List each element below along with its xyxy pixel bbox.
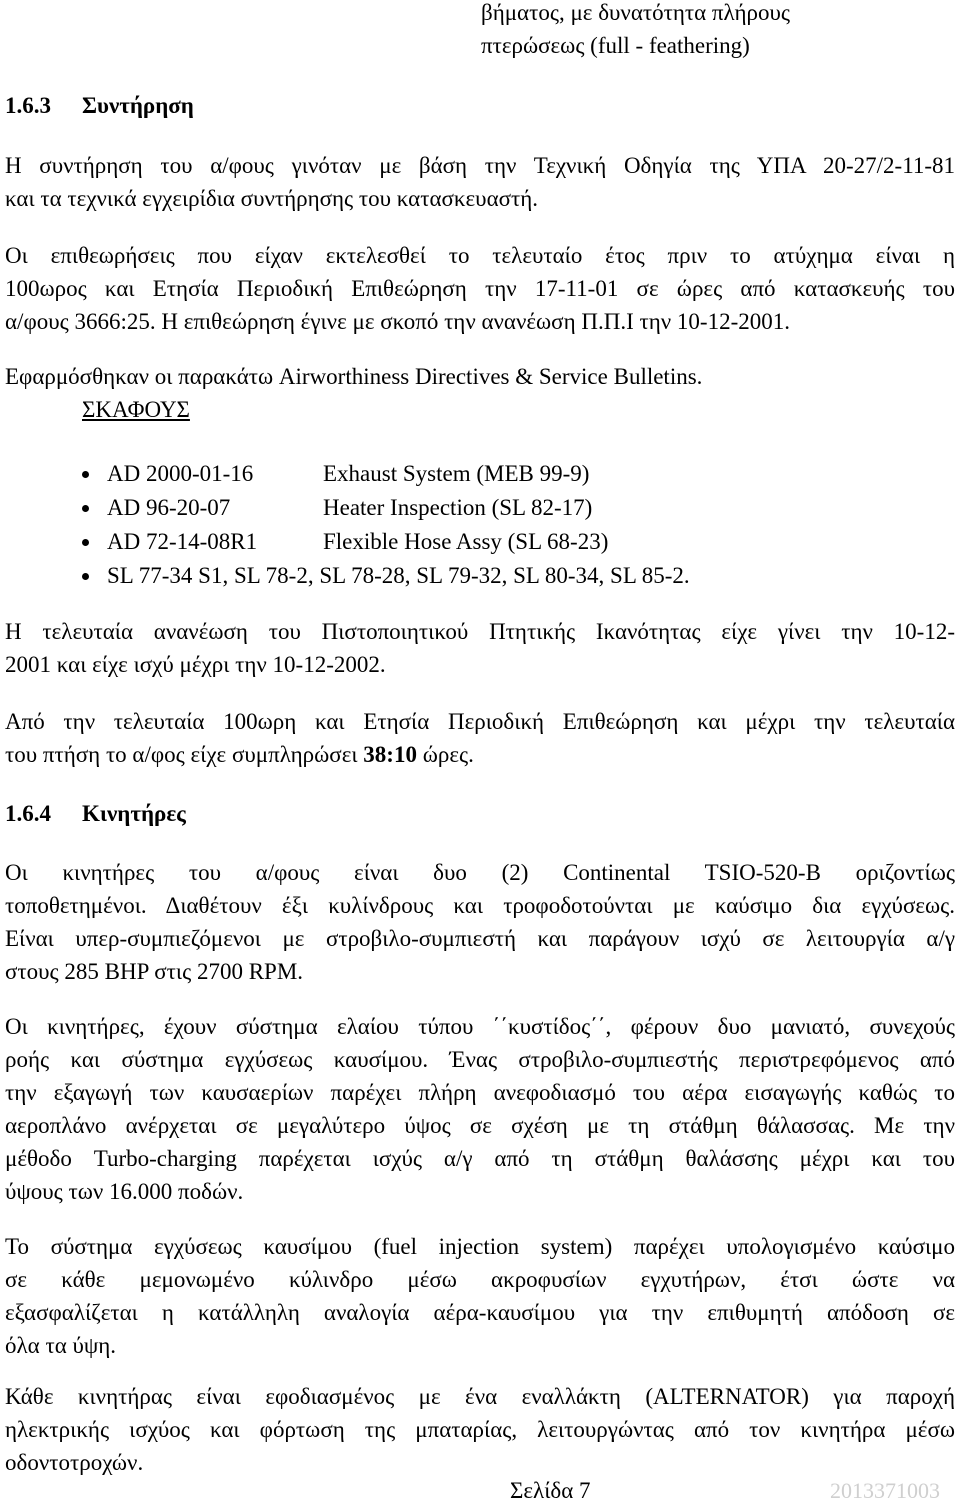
bullet-icon [82,505,89,512]
paragraph-line: ύψους των 16.000 ποδών. [5,1179,244,1204]
paragraph-line: οδοντοτροχών. [5,1450,144,1475]
paragraph-engines [5,856,955,988]
paragraph-hours [5,705,955,771]
paragraph-applied-directives [5,360,955,393]
paragraph-fuel-injection [5,1230,955,1362]
paragraph-line: μέθοδο Turbo-charging παρέχεται ισχύς α/γ από τη στάθμη θαλάσσης μέχρι και του [5,1146,955,1171]
paragraph-line: στους 285 BHP στις 2700 RPM. [5,959,304,984]
directive-description: Heater Inspection (SL 82-17) [323,495,593,520]
paragraph-line: και τα τεχνικά εγχειρίδια συντήρησης του κατασκευαστή. [5,186,539,211]
directive-code: AD 96-20-07 [107,495,231,520]
service-letters: SL 77-34 S1, SL 78-2, SL 78-28, SL 79-32, SL 80-34, SL 85-2. [107,563,690,588]
top-fragment-line-2: πτερώσεως (full - feathering) [481,33,750,58]
bullet-icon [82,539,89,546]
directive-code: AD 2000-01-16 [107,461,254,486]
paragraph-line: σε κάθε μεμονωμένο κύλινδρο μέσω ακροφυσίων εγχυτήρων, έτσι ώστε να [5,1267,955,1292]
section-number: 1.6.3 [5,93,51,118]
paragraph-line: Οι κινητήρες του α/φους είναι δυο (2) Continental TSIO-520-B οριζοντίως [5,860,955,885]
hull-label: ΣΚΑΦΟΥΣ [82,397,190,422]
paragraph-oil-system [5,1010,955,1208]
section-title: Κινητήρες [82,801,186,826]
applied-directives-line: Εφαρμόσθηκαν οι παρακάτω Airworthiness Directives & Service Bulletins. [5,364,703,389]
bullet-icon [82,471,89,478]
paragraph-line: Η συντήρηση του α/φους γινόταν με βάση την Τεχνική Οδηγία της ΥΠΑ 20-27/2-11-81 [5,153,955,178]
paragraph-line: Από την τελευταία 100ωρη και Ετησία Περιοδική Επιθεώρηση και μέχρι την τελευταία [5,709,955,734]
directive-description: Flexible Hose Assy (SL 68-23) [323,529,609,554]
paragraph-line: Το σύστημα εγχύσεως καυσίμου (fuel injection system) παρέχει υπολογισμένο καύσιμο [5,1234,955,1259]
top-fragment [481,0,790,62]
watermark: 2013371003 [830,1478,940,1503]
paragraph-line: Οι επιθεωρήσεις που είχαν εκτελεσθεί το τελευταίο έτος πριν το ατύχημα είναι η [5,243,955,268]
paragraph-line: την εξαγωγή των καυσαερίων παρέχει πλήρη ανεφοδιασμό του αέρα εισαγωγής καθώς το [5,1080,955,1105]
section-heading-engines [5,797,186,830]
paragraph-alternator [5,1380,955,1479]
paragraph-line: τοποθετημένοι. Διαθέτουν έξι κυλίνδρους και τροφοδοτούνται με καύσιμο δια εγχύσεως. [5,893,955,918]
paragraph-line: όλα τα ύψη. [5,1333,117,1358]
paragraph-line: 100ωρος και Ετησία Περιοδική Επιθεώρηση την 17-11-01 σε ώρες από κατασκευής του [5,276,955,301]
paragraph-line: ροής και σύστημα εγχύσεως καυσίμου. Ένας στροβιλο-συμπιεστής περιστρεφόμενος από [5,1047,955,1072]
bullet-icon [82,573,89,580]
hours-value: 38:10 [363,742,417,767]
hours-text-pre: του πτήση το α/φος είχε συμπληρώσει [5,742,364,767]
paragraph-line: αεροπλάνο ανέρχεται σε μεγαλύτερο ύψος σε σχέση με τη στάθμη θάλασσας. Με την [5,1113,955,1138]
paragraph-line: Η τελευταία ανανέωση του Πιστοποιητικού Πτητικής Ικανότητας είχε γίνει την 10-12- [5,619,955,644]
paragraph-line: εξασφαλίζεται η κατάλληλη αναλογία αέρα-καυσίμου για την επιθυμητή απόδοση σε [5,1300,955,1325]
hours-text-post: ώρες. [416,742,474,767]
paragraph-certificate [5,615,955,681]
section-number: 1.6.4 [5,801,51,826]
paragraph-maintenance [5,149,955,215]
paragraph-line: Κάθε κινητήρας είναι εφοδιασμένος με ένα εναλλάκτη (ALTERNATOR) για παροχή [5,1384,955,1409]
paragraph-line: ηλεκτρικής ισχύος και φόρτωση της μπαταρίας, λειτουργώντας από τον κινητήρα μέσω [5,1417,955,1442]
section-heading-maintenance [5,89,194,122]
paragraph-line [5,738,955,771]
directive-description: Exhaust System (MEB 99-9) [323,461,590,486]
top-fragment-line-1: βήματος, με δυνατότητα πλήρους [481,0,790,25]
page-number: Σελίδα 7 [510,1478,591,1503]
paragraph-line: α/φους 3666:25. Η επιθεώρηση έγινε με σκοπό την ανανέωση Π.Π.Ι την 10-12-2001. [5,309,790,334]
paragraph-inspections [5,239,955,338]
paragraph-line: 2001 και είχε ισχύ μέχρι την 10-12-2002. [5,652,386,677]
directive-code: AD 72-14-08R1 [107,529,258,554]
paragraph-line: Οι κινητήρες, έχουν σύστημα ελαίου τύπου ΄΄κυστίδος΄΄, φέρουν δυο μανιατό, συνεχούς [5,1014,955,1039]
section-title: Συντήρηση [82,93,194,118]
paragraph-line: Είναι υπερ-συμπιεζόμενοι με στροβιλο-συμπιεστή και παράγουν ισχύ σε λειτουργία α/γ [5,926,955,951]
